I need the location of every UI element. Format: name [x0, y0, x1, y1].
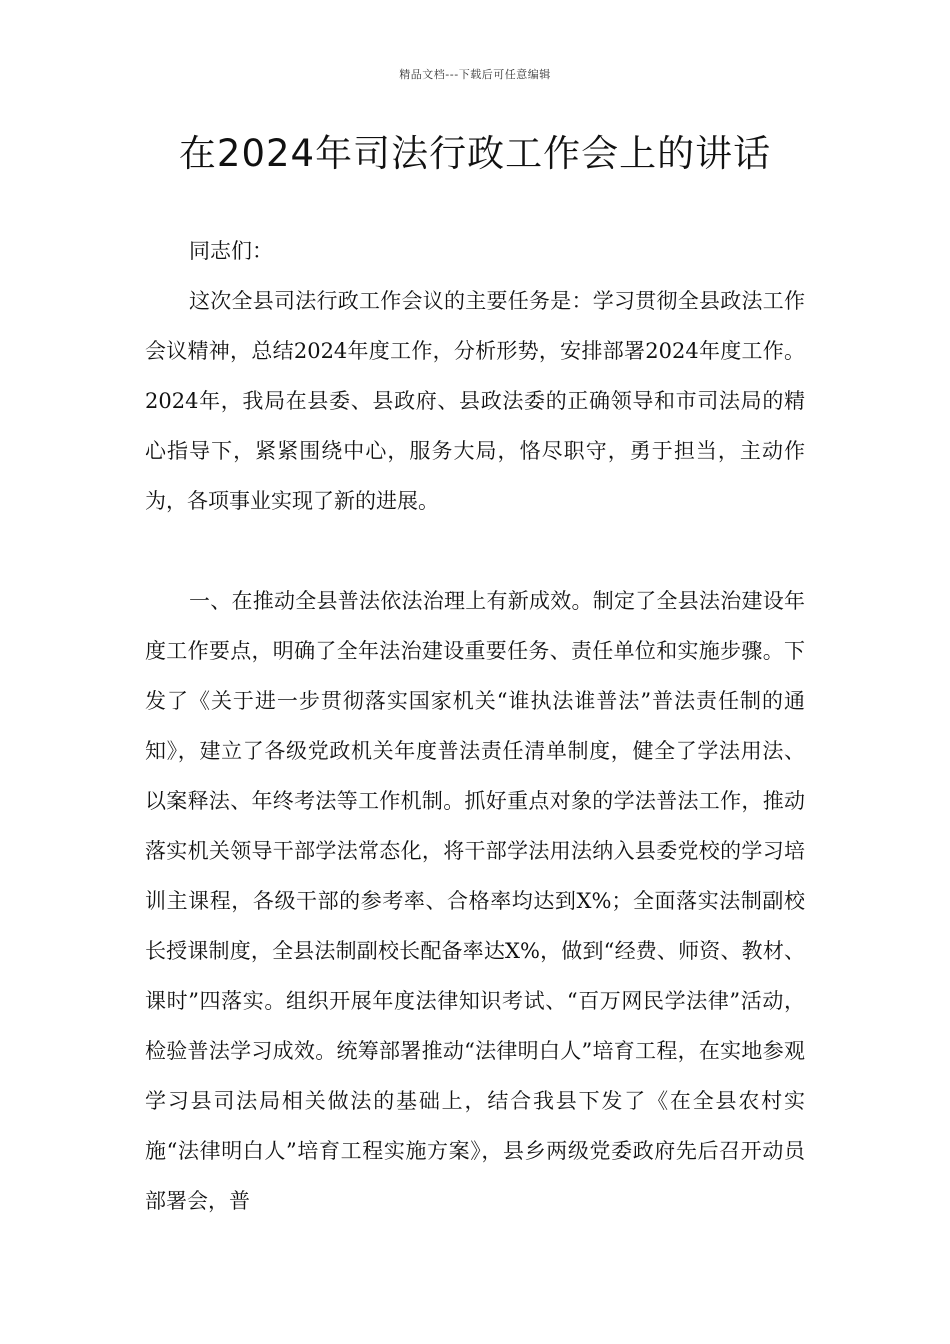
paragraph-intro — [145, 276, 805, 526]
paragraph-text: 一、在推动全县普法依法治理上有新成效。制定了全县法治建设年度工作要点，明确了全年法治建设重要任务、责任单位和实施步骤。下发了《关于进一步贯彻落实国家机关“谁执法谁普法”普法责任制的通知》，建立了各级党政机关年度普法责任清单制度，健全了学法用法、以案释法、年终考法等工作机制。抓好重点对象的学法普法工作，推动落实机关领导干部学法常态化，将干部学法用法纳入县委党校的学习培训主课程，各级干部的参考率、合格率均达到X%；全面落实法制副校长授课制度，全县法制副校长配备率达X%，做到“经费、师资、教材、课时”四落实。组织开展年度法律知识考试、“百万网民学法律”活动，检验普法学习成效。统筹部署推动“法律明白人”培育工程，在实地参观学习县司法局相关做法的基础上，结合我县下发了《在全县农村实施“法律明白人”培育工程实施方案》，县乡两级党委政府先后召开动员部署会，普 — [145, 589, 805, 1213]
header-note: 精品文档---下载后可任意编辑 — [399, 68, 551, 81]
salutation — [145, 226, 805, 276]
page-title: 在2024年司法行政工作会上的讲话 — [178, 132, 772, 175]
paragraph-section-one — [145, 576, 805, 1226]
paragraph-text: 这次全县司法行政工作会议的主要任务是：学习贯彻全县政法工作会议精神，总结2024年度工作，分析形势，安排部署2024年度工作。2024年，我局在县委、县政府、县政法委的正确领导和市司法局的精心指导下，紧紧围绕中心，服务大局，恪尽职守，勇于担当，主动作为，各项事业实现了新的进展。 — [145, 289, 805, 513]
salutation-text: 同志们： — [189, 239, 273, 263]
